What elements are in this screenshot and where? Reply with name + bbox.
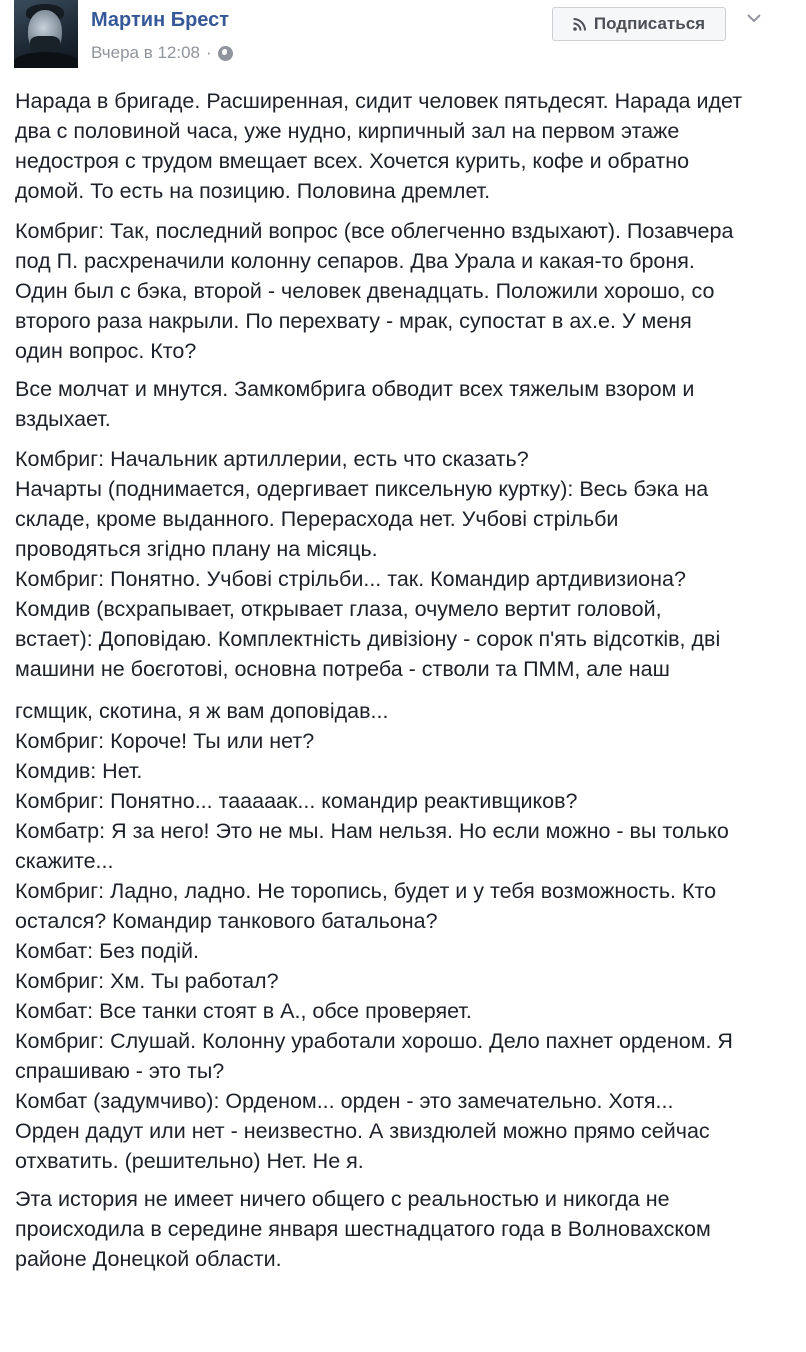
text-line: недостроя с трудом вмещает всех. Хочется курить, кофе и обратно (15, 149, 690, 173)
text-line: складе, кроме выданного. Перерасхода нет. Учбові стрільби (15, 507, 619, 531)
subscribe-label: Подписаться (593, 14, 706, 33)
author-name[interactable]: Мартин Брест (91, 9, 230, 31)
text-line: машини не боєготові, основна потреба - стволи та ПММ, але наш (15, 657, 670, 681)
post-header (14, 0, 794, 80)
subscribe-button[interactable] (552, 7, 726, 41)
text-line: Комбриг: Слушай. Колонну уработали хорошо. Дело пахнет орденом. Я (15, 1029, 733, 1053)
text-line: Комбат: Без подій. (15, 939, 199, 963)
meta-separator: · (206, 43, 212, 62)
text-line: Эта история не имеет ничего общего с реальностью и никогда не (15, 1187, 670, 1211)
text-line: Комбат (задумчиво): Орденом... орден - это замечательно. Хотя... (15, 1089, 674, 1113)
text-line: Орден дадут или нет - неизвестно. А звиздюлей можно прямо сейчас (15, 1119, 710, 1143)
text-line: второго раза накрыли. По перехвату - мрак, супостат в ах.е. У меня (15, 309, 692, 333)
paragraph-dialogue-1 (15, 444, 787, 684)
text-line: гсмщик, скотина, я ж вам доповідав... (15, 699, 389, 723)
text-line: домой. То есть на позицию. Половина дремлет. (15, 179, 491, 203)
text-line: Комбриг: Ладно, ладно. Не торопись, будет и у тебя возможность. Кто (15, 879, 717, 903)
globe-icon[interactable] (218, 46, 233, 61)
text-line: Комдив (всхрапывает, открывает глаза, очумело вертит головой, (15, 597, 662, 621)
text-line: Комбриг: Так, последний вопрос (все облегченно вздыхают). Позавчера (15, 219, 734, 243)
paragraph-disclaimer (15, 1184, 787, 1274)
text-line: встает): Доповідаю. Комплектність дивізіону - сорок п'ять відсотків, дві (15, 627, 721, 651)
text-line: Комдив: Нет. (15, 759, 143, 783)
text-line: Комбриг: Короче! Ты или нет? (15, 729, 315, 753)
text-line: отхватить. (решительно) Нет. Не я. (15, 1149, 364, 1173)
text-line: Все молчат и мнутся. Замкомбрига обводит всех тяжелым взором и (15, 377, 695, 401)
paragraph-question (15, 216, 787, 366)
text-line: остался? Командир танкового батальона? (15, 909, 438, 933)
text-line: проводяться згідно плану на місяць. (15, 537, 378, 561)
post-timestamp[interactable]: Вчера в 12:08 (91, 43, 201, 62)
text-line: Начарты (поднимается, одергивает пиксельную куртку): Весь бэка на (15, 477, 709, 501)
paragraph-dialogue-2 (15, 696, 787, 1176)
avatar[interactable] (14, 0, 78, 68)
text-line: скажите... (15, 849, 114, 873)
text-line: Нарада в бригаде. Расширенная, сидит человек пятьдесят. Нарада идет (15, 89, 743, 113)
chevron-down-icon[interactable] (746, 10, 762, 26)
text-line: происходила в середине января шестнадцатого года в Волновахском (15, 1217, 711, 1241)
paragraph-silence (15, 374, 787, 434)
text-line: Один был с бэка, второй - человек двенадцать. Положили хорошо, со (15, 279, 715, 303)
text-line: Комбат: Все танки стоят в А., обсе проверяет. (15, 999, 472, 1023)
text-line: Комбриг: Начальник артиллерии, есть что сказать? (15, 447, 529, 471)
text-line: вздыхает. (15, 407, 111, 431)
text-line: Комбатр: Я за него! Это не мы. Нам нельзя. Но если можно - вы только (15, 819, 729, 843)
text-line: один вопрос. Кто? (15, 339, 197, 363)
text-line: Комбриг: Хм. Ты работал? (15, 969, 279, 993)
post-meta (91, 43, 233, 63)
rss-icon (573, 18, 586, 31)
text-line: Комбриг: Понятно... тааааак... командир реактивщиков? (15, 789, 578, 813)
text-line: районе Донецкой области. (15, 1247, 282, 1271)
text-line: Комбриг: Понятно. Учбові стрільби... так. Командир артдивизиона? (15, 567, 686, 591)
avatar-shoulders (14, 52, 78, 68)
paragraph-intro (15, 86, 787, 206)
text-line: спрашиваю - это ты? (15, 1059, 225, 1083)
text-line: под П. расхреначили колонну сепаров. Два Урала и какая-то броня. (15, 249, 695, 273)
text-line: два с половиной часа, уже нудно, кирпичный зал на первом этаже (15, 119, 680, 143)
